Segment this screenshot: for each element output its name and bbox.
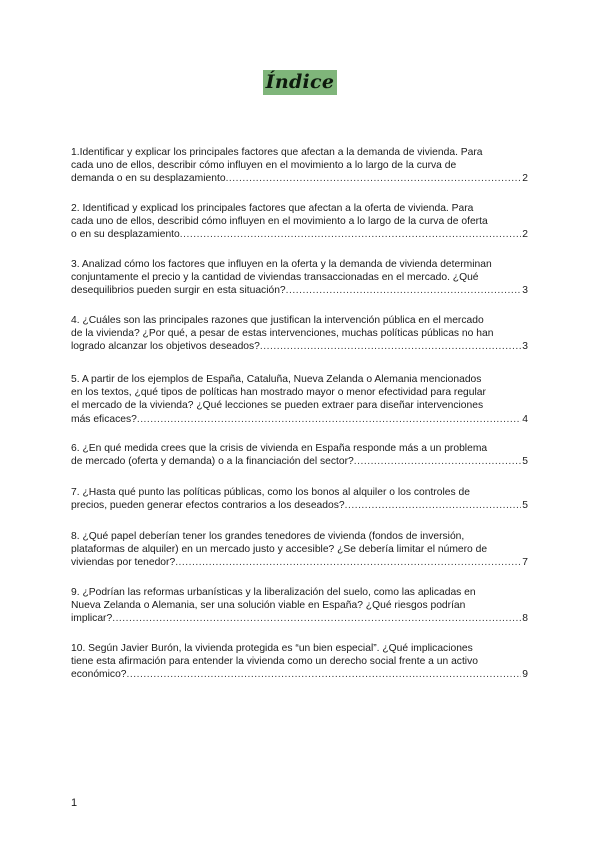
toc-entry-last-line: [71, 668, 528, 681]
toc-entry[interactable]: [71, 442, 528, 468]
dot-leader: [180, 228, 522, 241]
toc-entry-text: más eficaces?: [71, 413, 137, 425]
toc-entry-last-line: [71, 228, 528, 241]
toc-entry-line: 8. ¿Qué papel deberían tener los grandes tenedores de vivienda (fondos de inversión,: [71, 531, 465, 542]
toc-entry[interactable]: [71, 258, 528, 298]
toc-entry-line: 1.Identificar y explicar los principales factores que afectan a la demanda de vivienda. Para: [71, 147, 483, 158]
toc-entry-page-number: 3: [522, 285, 528, 297]
toc-entry-line: cada uno de ellos, describir cómo influyen en el movimiento a lo largo de la curva de: [71, 160, 457, 172]
toc-entry-line: conjuntamente el precio y la cantidad de viviendas transaccionadas en el mercado. ¿Qué: [71, 272, 479, 284]
index-title: Índice: [263, 70, 338, 95]
toc-entry-page-number: 2: [522, 173, 528, 185]
toc-entry-text: desequilibrios pueden surgir en esta situación?: [71, 285, 286, 297]
toc-entry-page-number: 5: [522, 500, 528, 512]
toc-entry[interactable]: [71, 586, 528, 626]
toc-entry-page-number: 4: [522, 413, 528, 425]
toc-entry-line: en los textos, ¿qué tipos de políticas han mostrado mayor o menor efectividad para regular: [71, 387, 486, 399]
toc-entry-page-number: 3: [522, 341, 528, 353]
toc-entry-line: 9. ¿Podrían las reformas urbanísticas y la liberalización del suelo, como las aplicadas en: [71, 587, 476, 598]
dot-leader: [175, 556, 521, 569]
toc-entry-page-number: 9: [522, 669, 528, 681]
toc-entry-last-line: [71, 172, 528, 185]
toc-entry[interactable]: [71, 146, 528, 186]
toc-entry-last-line: [71, 340, 528, 353]
toc-entry-line: Nueva Zelanda o Alemania, ser una solución viable en España? ¿Qué riesgos podrían: [71, 600, 466, 612]
toc-entry-line: cada uno de ellos, describid cómo influyen en el movimiento a lo largo de la curva de oferta: [71, 216, 488, 228]
dot-leader: [112, 612, 521, 625]
dot-leader: [127, 668, 522, 681]
toc-entry-text: de mercado (oferta y demanda) o a la financiación del sector?: [71, 456, 354, 468]
toc-entry[interactable]: [71, 314, 528, 354]
toc-entry-line: el mercado de la vivienda? ¿Qué lecciones se pueden extraer para diseñar intervenciones: [71, 400, 484, 412]
toc-entry-page-number: 8: [522, 613, 528, 625]
toc-entry-text: o en su desplazamiento: [71, 229, 180, 241]
dot-leader: [286, 284, 522, 297]
toc-entry-last-line: [71, 455, 528, 468]
toc-entry-text: precios, pueden generar efectos contrarios a los deseados?: [71, 500, 345, 512]
toc-entry-text: logrado alcanzar los objetivos deseados?: [71, 341, 260, 353]
toc-entry-line: 6. ¿En qué medida crees que la crisis de vivienda en España responde más a un problema: [71, 443, 488, 454]
toc-entry[interactable]: [71, 486, 528, 512]
toc-entry-last-line: [71, 612, 528, 625]
toc-entry-line: tiene esta afirmación para entender la vivienda como un derecho social frente a un activo: [71, 656, 478, 668]
toc-entry-text: implicar?: [71, 613, 113, 625]
dot-leader: [137, 413, 521, 426]
page-number: 1: [71, 797, 78, 809]
toc-entry[interactable]: [71, 530, 528, 570]
toc-entry-line: plataformas de alquiler) en un mercado justo y accesible? ¿Se debería limitar el número de: [71, 544, 488, 556]
toc-entry-text: demanda o en su desplazamiento: [71, 173, 226, 185]
toc-entry[interactable]: [71, 202, 528, 242]
toc-entry-text: viviendas por tenedor?: [71, 557, 176, 569]
toc-entry-last-line: [71, 499, 528, 512]
title-container: [0, 70, 600, 95]
dot-leader: [226, 172, 522, 185]
toc-entry-line: 5. A partir de los ejemplos de España, Cataluña, Nueva Zelanda o Alemania mencionados: [71, 374, 482, 385]
toc-entry-page-number: 7: [522, 557, 528, 569]
toc-entry-line: 3. Analizad cómo los factores que influyen en la oferta y la demanda de vivienda determinan: [71, 259, 492, 270]
toc-entry-line: de la vivienda? ¿Por qué, a pesar de estas intervenciones, muchas políticas públicas no han: [71, 328, 494, 340]
toc-entry-page-number: 2: [522, 229, 528, 241]
toc-entry-line: 7. ¿Hasta qué punto las políticas públicas, como los bonos al alquiler o los controles de: [71, 487, 470, 498]
dot-leader: [354, 455, 522, 468]
toc-entry-line: 4. ¿Cuáles son las principales razones que justifican la intervención pública en el mercado: [71, 315, 484, 326]
dot-leader: [345, 499, 522, 512]
toc-entry-line: 10. Según Javier Burón, la vivienda protegida es “un bien especial”. ¿Qué implicaciones: [71, 643, 473, 654]
toc-entry-page-number: 5: [522, 456, 528, 468]
dot-leader: [260, 340, 521, 353]
toc-entry-last-line: [71, 413, 528, 426]
toc-entry-line: 2. Identificad y explicad los principales factores que afectan a la oferta de vivienda. Para: [71, 203, 474, 214]
toc-entry-last-line: [71, 284, 528, 297]
toc-entry-text: económico?: [71, 669, 127, 681]
toc-entry-last-line: [71, 556, 528, 569]
toc-entry[interactable]: [71, 642, 528, 682]
toc-entry[interactable]: [71, 373, 528, 426]
